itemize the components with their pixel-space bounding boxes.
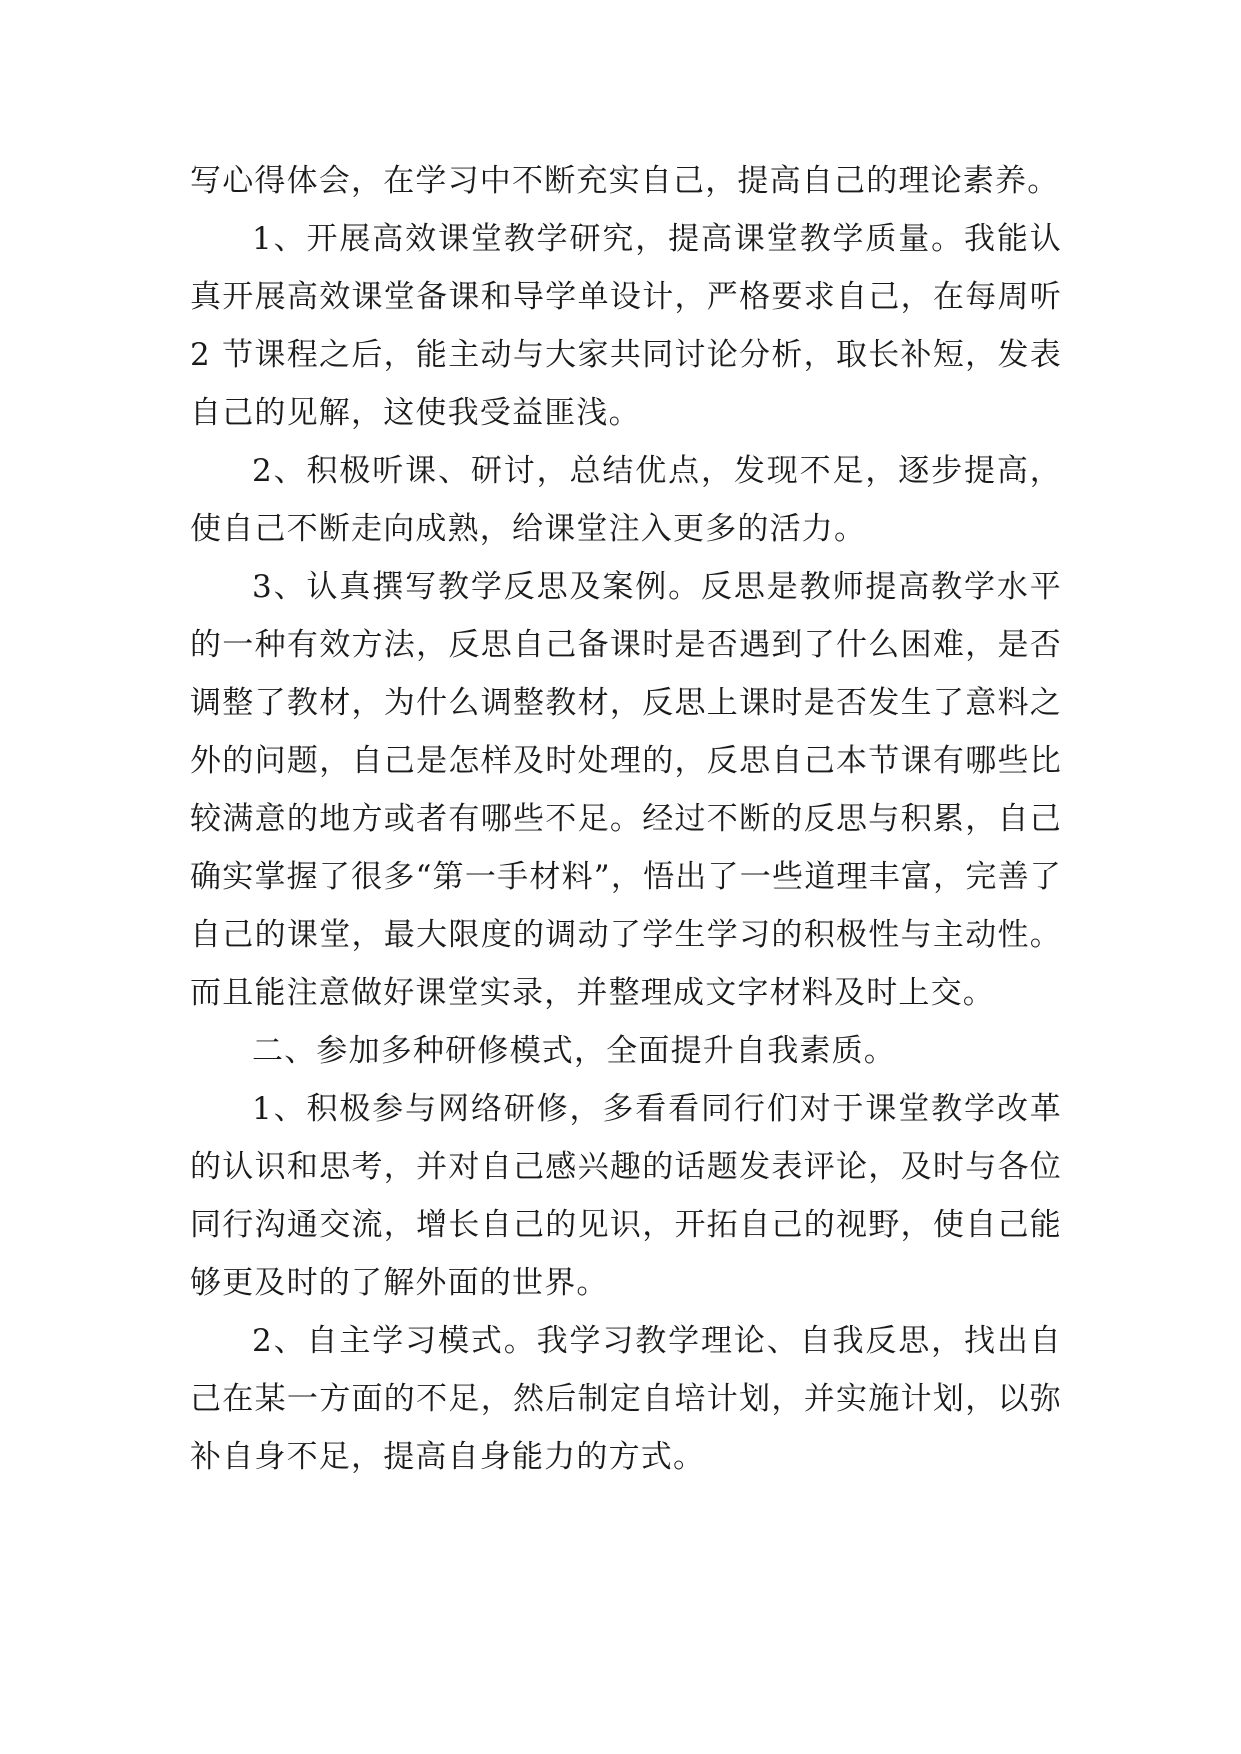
paragraph-item-1-efficient-classroom: 1、开展高效课堂教学研究，提高课堂教学质量。我能认真开展高效课堂备课和导学单设计，严格要求自己，在每周听 2 节课程之后，能主动与大家共同讨论分析，取长补短，发表自己的见解，这使我受益匪浅。: [190, 221, 1062, 431]
paragraph-item-2-lesson-observation: 2、积极听课、研讨，总结优点，发现不足，逐步提高，使自己不断走向成熟，给课堂注入更多的活力。: [190, 453, 1062, 547]
paragraph-item-2-self-study: 2、自主学习模式。我学习教学理论、自我反思，找出自己在某一方面的不足，然后制定自培计划，并实施计划，以弥补自身不足，提高自身能力的方式。: [190, 1323, 1062, 1475]
paragraph-continuation: 写心得体会，在学习中不断充实自己，提高自己的理论素养。: [190, 163, 1060, 199]
document-body: [190, 152, 1062, 1486]
section-heading-two: 二、参加多种研修模式，全面提升自我素质。: [252, 1033, 896, 1069]
paragraph-item-3-reflection: 3、认真撰写教学反思及案例。反思是教师提高教学水平的一种有效方法，反思自己备课时是否遇到了什么困难，是否调整了教材，为什么调整教材，反思上课时是否发生了意料之外的问题，自己是怎样及时处理的，反思自己本节课有哪些比较满意的地方或者有哪些不足。经过不断的反思与积累，自己确实掌握了很多“第一手材料”，悟出了一些道理丰富，完善了自己的课堂，最大限度的调动了学生学习的积极性与主动性。而且能注意做好课堂实录，并整理成文字材料及时上交。: [190, 569, 1062, 1011]
paragraph-item-1-online-study: 1、积极参与网络研修，多看看同行们对于课堂教学改革的认识和思考，并对自己感兴趣的话题发表评论，及时与各位同行沟通交流，增长自己的见识，开拓自己的视野，使自己能够更及时的了解外面的世界。: [190, 1091, 1062, 1301]
